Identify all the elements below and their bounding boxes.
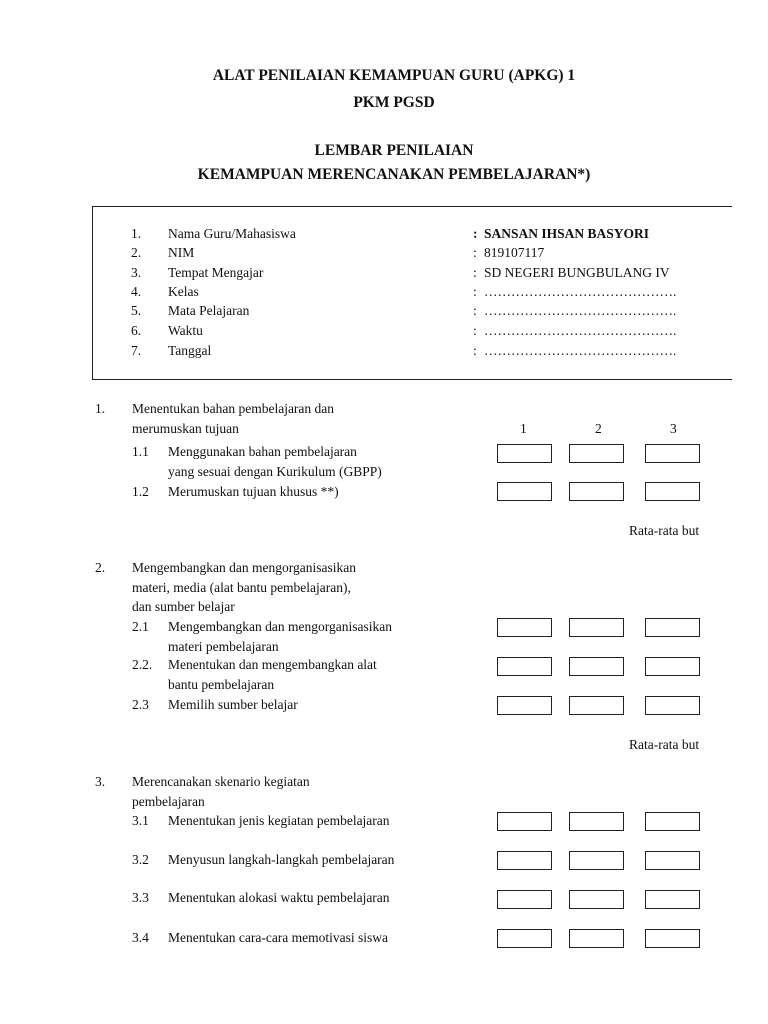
item-number: 3.2 (132, 852, 149, 867)
info-label: Mata Pelajaran (168, 303, 250, 318)
item-number: 3.1 (132, 813, 149, 828)
item-number: 3.4 (132, 930, 149, 945)
item-text-line: Menggunakan bahan pembelajaran (168, 444, 357, 459)
item-number: 2.2. (132, 657, 153, 672)
info-colon: : (473, 323, 477, 338)
info-value: 819107117 (484, 245, 545, 260)
score-box-1[interactable] (497, 890, 552, 909)
score-box-2[interactable] (569, 851, 624, 870)
info-number: 7. (131, 343, 142, 358)
item-text-line: bantu pembelajaran (168, 676, 275, 692)
section-title-line: Mengembangkan dan mengorganisasikan (132, 560, 356, 575)
score-box-1[interactable] (497, 482, 552, 501)
score-box-1[interactable] (497, 657, 552, 676)
score-box-3[interactable] (645, 812, 700, 831)
score-box-3[interactable] (645, 482, 700, 501)
item-text-line: Mengembangkan dan mengorganisasikan (168, 619, 392, 634)
section-number: 3. (95, 774, 106, 789)
section-title-line: dan sumber belajar (132, 599, 235, 614)
item-number: 2.3 (132, 697, 149, 712)
score-box-3[interactable] (645, 657, 700, 676)
info-number: 1. (131, 226, 142, 241)
section-title-line: Merencanakan skenario kegiatan (132, 774, 310, 789)
item-text-line: Menentukan jenis kegiatan pembelajaran (168, 813, 390, 828)
scale-header-2: 2 (595, 421, 602, 436)
title-line-4: KEMAMPUAN MERENCANAKAN PEMBELAJARAN*) (197, 166, 591, 183)
item-text-line: Merumuskan tujuan khusus **) (168, 484, 339, 499)
score-box-1[interactable] (497, 444, 552, 463)
score-box-2[interactable] (569, 812, 624, 831)
title-line-3: LEMBAR PENILAIAN (314, 142, 474, 159)
info-colon: : (473, 343, 477, 358)
score-box-2[interactable] (569, 929, 624, 948)
info-number: 2. (131, 245, 142, 260)
info-value: ……………………………………. (484, 343, 677, 358)
section-title-line: materi, media (alat bantu pembelajaran), (132, 579, 351, 595)
info-label: Kelas (168, 284, 199, 299)
section-number: 2. (95, 560, 106, 575)
info-colon: : (473, 226, 478, 241)
average-label: Rata-rata but (629, 737, 700, 752)
info-value: SD NEGERI BUNGBULANG IV (484, 265, 670, 280)
score-box-3[interactable] (645, 444, 700, 463)
score-box-2[interactable] (569, 618, 624, 637)
info-label: NIM (168, 245, 195, 260)
score-box-2[interactable] (569, 696, 624, 715)
title-line-1: ALAT PENILAIAN KEMAMPUAN GURU (APKG) 1 (212, 67, 576, 84)
score-box-3[interactable] (645, 851, 700, 870)
score-box-1[interactable] (497, 812, 552, 831)
info-value: ……………………………………. (484, 303, 677, 318)
info-label: Tempat Mengajar (168, 265, 264, 280)
info-value: SANSAN IHSAN BASYORI (484, 226, 650, 241)
section-number: 1. (95, 401, 106, 416)
item-text-line: yang sesuai dengan Kurikulum (GBPP) (168, 463, 382, 479)
info-label: Tanggal (168, 343, 212, 358)
score-box-2[interactable] (569, 482, 624, 501)
info-number: 5. (131, 303, 142, 318)
average-label: Rata-rata but (629, 523, 700, 538)
score-box-1[interactable] (497, 618, 552, 637)
score-box-3[interactable] (645, 696, 700, 715)
score-box-2[interactable] (569, 444, 624, 463)
info-label: Waktu (168, 323, 203, 338)
score-box-2[interactable] (569, 657, 624, 676)
section-title-line: Menentukan bahan pembelajaran dan (132, 401, 335, 416)
section-title-line: pembelajaran (132, 793, 205, 809)
item-text-line: Menentukan dan mengembangkan alat (168, 657, 377, 672)
item-number: 1.2 (132, 484, 149, 499)
scale-header-3: 3 (670, 421, 677, 436)
score-box-3[interactable] (645, 618, 700, 637)
info-number: 4. (131, 284, 142, 299)
item-number: 3.3 (132, 890, 149, 905)
scale-header-1: 1 (520, 421, 527, 436)
score-box-3[interactable] (645, 929, 700, 948)
score-box-1[interactable] (497, 929, 552, 948)
item-text-line: Menyusun langkah-langkah pembelajaran (168, 852, 395, 867)
item-text-line: Menentukan cara-cara memotivasi siswa (168, 930, 389, 945)
info-colon: : (473, 284, 477, 299)
item-text-line: Menentukan alokasi waktu pembelajaran (168, 890, 390, 905)
info-number: 3. (131, 265, 142, 280)
item-number: 1.1 (132, 444, 149, 459)
info-number: 6. (131, 323, 142, 338)
score-box-2[interactable] (569, 890, 624, 909)
info-colon: : (473, 245, 477, 260)
info-value: ……………………………………. (484, 284, 677, 299)
item-number: 2.1 (132, 619, 149, 634)
section-title-line: merumuskan tujuan (132, 420, 239, 436)
item-text-line: materi pembelajaran (168, 638, 279, 654)
title-line-2: PKM PGSD (353, 94, 435, 111)
score-box-1[interactable] (497, 696, 552, 715)
info-value: ……………………………………. (484, 323, 677, 338)
info-colon: : (473, 303, 477, 318)
score-box-3[interactable] (645, 890, 700, 909)
item-text-line: Memilih sumber belajar (168, 697, 298, 712)
info-colon: : (473, 265, 477, 280)
info-label: Nama Guru/Mahasiswa (168, 226, 296, 241)
score-box-1[interactable] (497, 851, 552, 870)
